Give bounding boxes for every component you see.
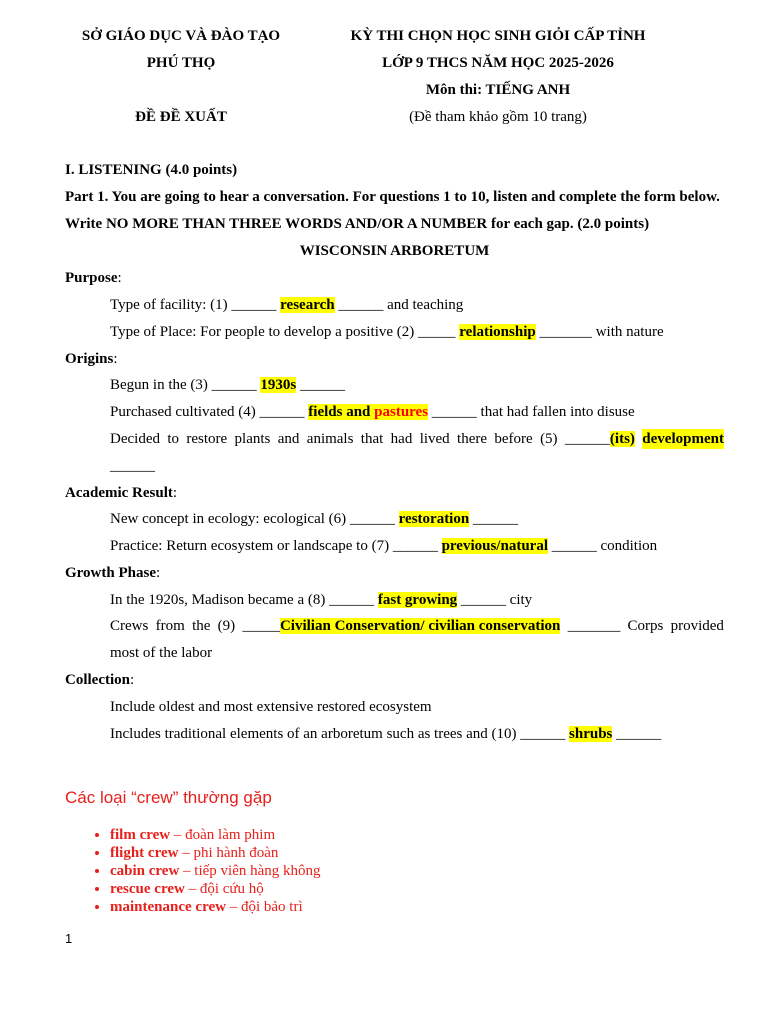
question-7: Practice: Return ecosystem or landscape to (7) ______ previous/natural ______ condition (110, 538, 658, 554)
answer-1: research (280, 297, 335, 313)
org-line-2: PHÚ THỌ (146, 55, 216, 71)
page-number: 1 (65, 931, 73, 946)
answer-2: relationship (459, 324, 536, 340)
purpose-label: Purpose: (65, 270, 122, 286)
exam-title: KỲ THI CHỌN HỌC SINH GIỎI CẤP TỈNH (350, 28, 646, 44)
crew-list (88, 826, 321, 916)
list-item: • cabin crew – tiếp viên hàng không (110, 862, 321, 880)
answer-10: shrubs (569, 726, 613, 742)
question-9-tail: most of the labor (110, 645, 213, 661)
question-3: Begun in the (3) ______ 1930s ______ (110, 377, 345, 393)
list-item: • flight crew – phi hành đoàn (110, 844, 321, 862)
part1-instruction: Part 1. You are going to hear a conversation. For questions 1 to 10, listen and complete the form below. (65, 189, 720, 205)
list-item: • rescue crew – đội cứu hộ (110, 880, 321, 898)
exam-grade: LỚP 9 THCS NĂM HỌC 2025-2026 (382, 55, 614, 71)
org-line-1: SỞ GIÁO DỤC VÀ ĐÀO TẠO (81, 28, 281, 44)
answer-5a: (its) (609, 431, 635, 447)
question-8: In the 1920s, Madison became a (8) ______ fast growing ______ city (110, 592, 533, 608)
answer-3: 1930s (260, 377, 297, 393)
question-2: Type of Place: For people to develop a positive (2) _____ relationship _______ with nature (110, 324, 664, 340)
answer-8: fast growing (377, 592, 458, 608)
list-item: • film crew – đoàn làm phim (110, 826, 321, 844)
growth-phase-label: Growth Phase: (65, 565, 161, 581)
question-5: Decided to restore plants and animals that had lived there before (5) ______(its) development (110, 431, 724, 447)
crew-section-title: Các loại “crew” thường gặp (65, 788, 272, 807)
exam-subject: Môn thi: TIẾNG ANH (425, 82, 571, 98)
question-10: Includes traditional elements of an arboretum such as trees and (10) ______ shrubs ______ (110, 726, 662, 742)
question-9: Crews from the (9) _____Civilian Conservation/ civilian conservation _______ Corps provided (110, 618, 724, 634)
question-4: Purchased cultivated (4) ______ fields and pastures ______ that had fallen into disuse (110, 404, 635, 420)
origins-label: Origins: (65, 351, 118, 367)
answer-7: previous/natural (441, 538, 548, 554)
answer-5b: development (642, 431, 724, 447)
collection-label: Collection: (65, 672, 135, 688)
question-6: New concept in ecology: ecological (6) ______ restoration ______ (110, 511, 518, 527)
proposal-label: ĐỀ ĐỀ XUẤT (135, 109, 227, 125)
form-title: WISCONSIN ARBORETUM (299, 243, 490, 259)
question-1: Type of facility: (1) ______ research ______ and teaching (110, 297, 464, 313)
answer-4: fields and pastures (308, 404, 429, 420)
academic-result-label: Academic Result: (65, 485, 178, 501)
section-heading: I. LISTENING (4.0 points) (65, 162, 238, 178)
question-5-tail: ______ (110, 458, 155, 474)
list-item: • maintenance crew – đội bảo trì (110, 898, 321, 916)
part1-instruction-2: Write NO MORE THAN THREE WORDS AND/OR A NUMBER for each gap. (2.0 points) (65, 216, 650, 232)
answer-6: restoration (398, 511, 470, 527)
answer-9: Civilian Conservation/ civilian conservation (279, 618, 561, 634)
exam-pages-note: (Đề tham khảo gồm 10 trang) (409, 109, 587, 125)
collection-item-1: Include oldest and most extensive restored ecosystem (110, 699, 432, 715)
